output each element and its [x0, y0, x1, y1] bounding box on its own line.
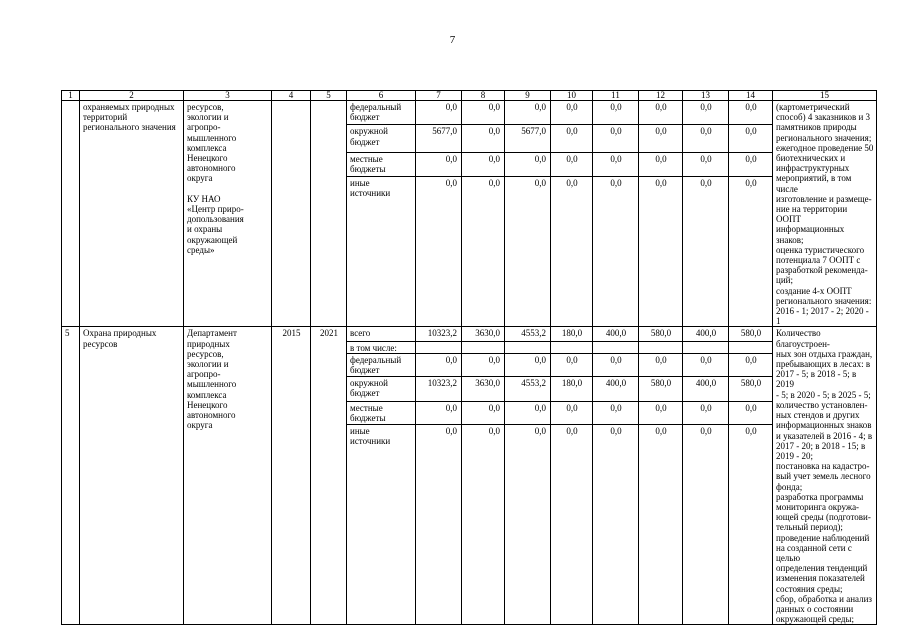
header-cell-11: 11	[593, 91, 639, 101]
source-label-text: федеральный бюджет	[350, 102, 402, 123]
row_b-col4	[272, 327, 311, 625]
value-cell: 0,0	[639, 177, 683, 327]
value-cell: 0,0	[683, 402, 729, 425]
row_a-col4	[272, 101, 311, 327]
value-cell: 0,0	[639, 101, 683, 125]
row_a-col2	[80, 101, 184, 327]
value-cell: 0,0	[462, 101, 505, 125]
source-label	[347, 424, 416, 625]
value-cell	[639, 341, 683, 353]
row_b-col4-text: 2015	[282, 328, 301, 339]
value-cell: 0,0	[416, 402, 462, 425]
value-cell: 10323,2	[416, 376, 462, 401]
row_b-col2-text: Охрана природных ресурсов	[83, 328, 157, 349]
value-cell: 0,0	[729, 177, 773, 327]
header-cell-9: 9	[505, 91, 551, 101]
value-cell	[683, 341, 729, 353]
value-cell: 0,0	[729, 125, 773, 152]
source-label-text: федеральный бюджет	[350, 355, 402, 376]
value-cell: 0,0	[593, 424, 639, 625]
source-label	[347, 327, 416, 341]
source-label	[347, 125, 416, 152]
value-cell: 400,0	[683, 327, 729, 341]
value-cell: 0,0	[462, 424, 505, 625]
value-cell: 0,0	[416, 424, 462, 625]
value-cell: 5677,0	[505, 125, 551, 152]
value-cell: 400,0	[683, 376, 729, 401]
value-cell: 0,0	[683, 152, 729, 176]
value-cell: 580,0	[639, 327, 683, 341]
row_a-col5	[311, 101, 347, 327]
value-cell: 0,0	[505, 424, 551, 625]
value-cell: 0,0	[551, 152, 593, 176]
row_a-col15-text: (картометрический способ) 4 заказников и 3 памятников природы регионального значения; ежегодное проведение 50 биотехнических и инфраструктурных мероприятий, в том числе изготовление и размеще- ние на территории ООПТ информационных знаков; оценка туристического потенциала 7 ООПТ с разработкой рекоменда- ций; создание 4-х ООПТ регионального значения: 2016 - 1; 2017 - 2; 2020 - 1	[776, 102, 874, 327]
value-cell: 0,0	[729, 101, 773, 125]
header-cell-7: 7	[416, 91, 462, 101]
value-cell: 0,0	[505, 101, 551, 125]
value-cell: 0,0	[593, 101, 639, 125]
value-cell: 0,0	[462, 354, 505, 377]
source-label-text: окружной бюджет	[350, 126, 388, 147]
header-cell-12: 12	[639, 91, 683, 101]
value-cell: 0,0	[551, 101, 593, 125]
header-row	[62, 91, 877, 101]
value-cell: 0,0	[593, 354, 639, 377]
page-number: 7	[449, 34, 456, 46]
header-cell-10: 10	[551, 91, 593, 101]
source-label	[347, 177, 416, 327]
row_b-col15	[773, 327, 877, 625]
row_b-col15-text: Количество благоустроен- ных зон отдыха граждан, пребывающих в лесах: в 2017 - 5; в 2018 - 5; в 2019 - 5; в 2020 - 5; в 2025 - 5; количество установлен- ных стендов и других информационных знаков и указателей в 2016 - 4; в 2017 - 20; в 2018 - 15; в 2019 - 20; постановка на кадастро- вый учет земель лесного фонда; разработка программы мониторинга окружа- ющей среды (подготови- тельный период); проведение наблюдений на созданной сети с целью определения тенденций изменения показателей состояния среды; сбор, обработка и анализ данных о состоянии окружающей среды;	[776, 328, 873, 625]
value-cell	[551, 341, 593, 353]
value-cell: 0,0	[551, 354, 593, 377]
header-cell-14: 14	[729, 91, 773, 101]
value-cell: 0,0	[416, 101, 462, 125]
value-cell: 0,0	[639, 354, 683, 377]
source-label-text: иные источники	[350, 178, 391, 199]
row_b-col3-text: Департамент природных ресурсов, экологии и агропро- мышленного комплекса Ненецкого автономного округа	[187, 328, 237, 431]
value-cell: 0,0	[505, 354, 551, 377]
value-cell: 10323,2	[416, 327, 462, 341]
value-cell: 0,0	[462, 152, 505, 176]
value-cell: 3630,0	[462, 376, 505, 401]
value-cell: 0,0	[593, 402, 639, 425]
value-cell: 0,0	[416, 354, 462, 377]
value-cell: 0,0	[462, 125, 505, 152]
table-row	[62, 101, 877, 125]
value-cell: 0,0	[593, 152, 639, 176]
source-label-text: иные источники	[350, 425, 391, 446]
value-cell: 0,0	[639, 125, 683, 152]
value-cell	[593, 341, 639, 353]
value-cell: 0,0	[683, 354, 729, 377]
row_b-col1	[62, 327, 80, 625]
value-cell: 0,0	[505, 177, 551, 327]
source-label	[347, 152, 416, 176]
row_b-col5	[311, 327, 347, 625]
value-cell: 580,0	[729, 376, 773, 401]
row_b-col2	[80, 327, 184, 625]
source-label-text: местные бюджеты	[350, 153, 386, 174]
row_a-col3-text: ресурсов, экологии и агропро- мышленного комплекса Ненецкого автономного округа КУ НАО «Центр приро- допользования и охраны окружающей среды»	[187, 102, 244, 255]
header-cell-8: 8	[462, 91, 505, 101]
header-cell-1: 1	[62, 91, 80, 101]
value-cell	[462, 341, 505, 353]
value-cell: 0,0	[639, 402, 683, 425]
value-cell: 580,0	[729, 327, 773, 341]
row_a-col15	[773, 101, 877, 327]
source-label	[347, 354, 416, 377]
source-label	[347, 341, 416, 353]
value-cell: 5677,0	[416, 125, 462, 152]
source-label	[347, 101, 416, 125]
row_b-col1-text: 5	[65, 328, 70, 339]
source-label-text: окружной бюджет	[350, 377, 388, 398]
source-label-text: местные бюджеты	[350, 403, 386, 424]
value-cell	[729, 341, 773, 353]
source-label	[347, 402, 416, 425]
value-cell: 0,0	[729, 152, 773, 176]
row_b-col5-text: 2021	[320, 328, 338, 339]
value-cell: 0,0	[593, 125, 639, 152]
value-cell: 0,0	[729, 424, 773, 625]
row_a-col2-text: охраняемых природных территорий регионального значения	[83, 102, 176, 133]
header-cell-15: 15	[773, 91, 877, 101]
header-cell-13: 13	[683, 91, 729, 101]
value-cell: 0,0	[683, 101, 729, 125]
source-label	[347, 376, 416, 401]
value-cell	[416, 341, 462, 353]
value-cell: 0,0	[551, 402, 593, 425]
value-cell: 0,0	[551, 177, 593, 327]
row_a-col3	[184, 101, 272, 327]
value-cell: 4553,2	[505, 327, 551, 341]
header-cell-6: 6	[347, 91, 416, 101]
table-row	[62, 327, 877, 341]
source-label-text: в том числе:	[350, 342, 397, 353]
program-table	[61, 90, 877, 625]
value-cell: 0,0	[462, 177, 505, 327]
value-cell: 0,0	[683, 177, 729, 327]
value-cell	[505, 341, 551, 353]
source-label-text: всего	[350, 328, 371, 339]
value-cell: 180,0	[551, 376, 593, 401]
value-cell: 180,0	[551, 327, 593, 341]
row_a-col1	[62, 101, 80, 327]
value-cell: 0,0	[416, 177, 462, 327]
value-cell: 0,0	[683, 125, 729, 152]
value-cell: 0,0	[551, 125, 593, 152]
value-cell: 0,0	[729, 402, 773, 425]
value-cell: 0,0	[639, 152, 683, 176]
value-cell: 0,0	[639, 424, 683, 625]
value-cell: 3630,0	[462, 327, 505, 341]
header-cell-4: 4	[272, 91, 311, 101]
value-cell: 0,0	[683, 424, 729, 625]
value-cell: 0,0	[505, 402, 551, 425]
value-cell: 400,0	[593, 327, 639, 341]
value-cell: 0,0	[729, 354, 773, 377]
value-cell: 580,0	[639, 376, 683, 401]
value-cell: 0,0	[505, 152, 551, 176]
value-cell: 4553,2	[505, 376, 551, 401]
value-cell: 0,0	[593, 177, 639, 327]
header-cell-2: 2	[80, 91, 184, 101]
row_b-col3	[184, 327, 272, 625]
value-cell: 0,0	[462, 402, 505, 425]
header-cell-5: 5	[311, 91, 347, 101]
header-cell-3: 3	[184, 91, 272, 101]
value-cell: 0,0	[416, 152, 462, 176]
value-cell: 0,0	[551, 424, 593, 625]
value-cell: 400,0	[593, 376, 639, 401]
